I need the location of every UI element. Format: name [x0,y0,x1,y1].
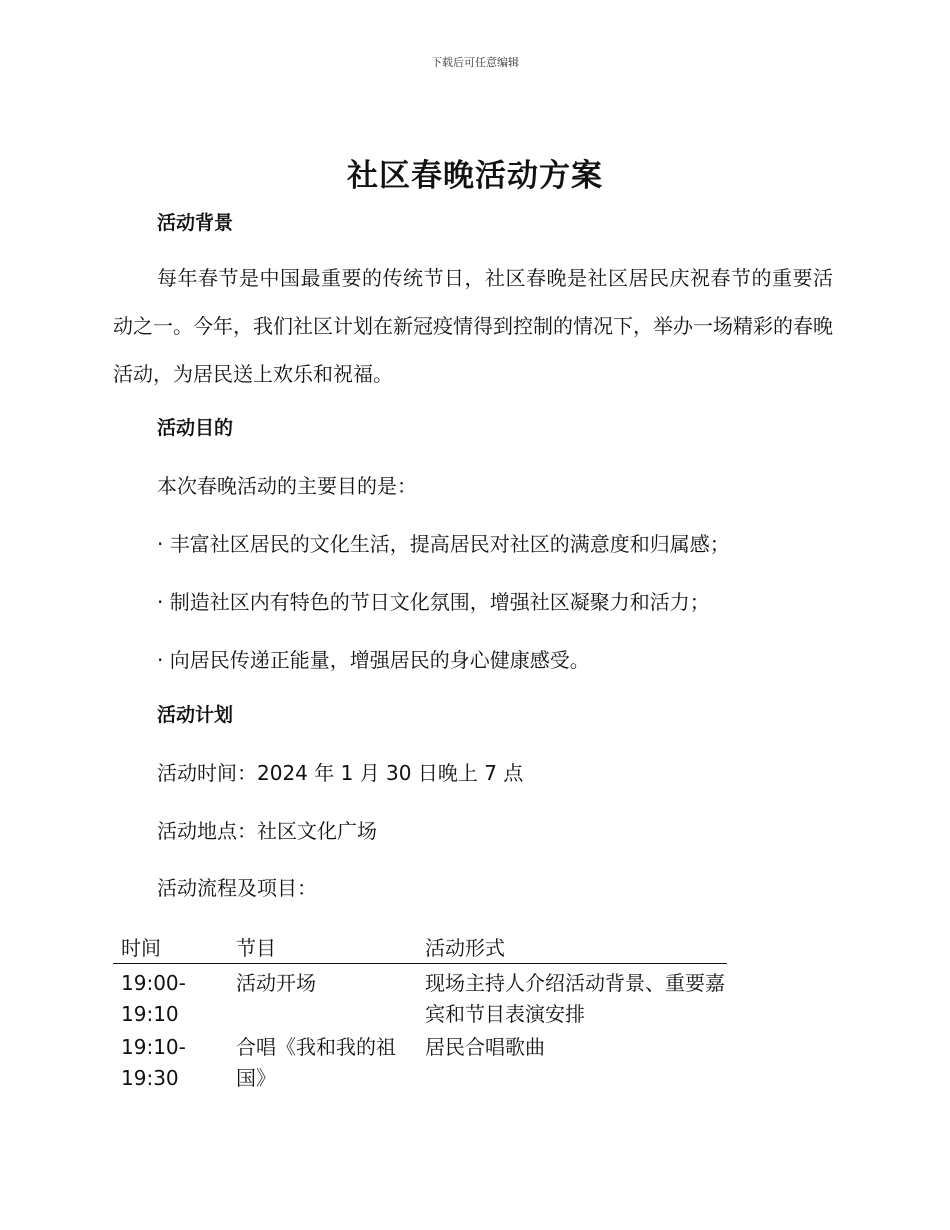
purpose-item: · 制造社区内有特色的节日文化氛围，增强社区凝聚力和活力； [157,590,710,614]
header-note: 下载后可任意编辑 [431,56,519,69]
cell-program: 合唱《我和我的祖国》 [236,1035,396,1090]
table-header-row [113,930,727,964]
column-header-program: 节目 [236,936,276,960]
cell-time: 19:10-19:30 [121,1035,186,1090]
heading-plan: 活动计划 [157,704,234,726]
heading-purpose: 活动目的 [157,417,234,439]
table-row [113,968,727,1030]
plan-location: 活动地点：社区文化广场 [157,819,377,843]
cell-program: 活动开场 [236,971,316,995]
plan-flow-label: 活动流程及项目： [157,876,317,900]
column-header-time: 时间 [121,936,161,960]
background-paragraph: 每年春节是中国最重要的传统节日，社区春晚是社区居民庆祝春节的重要活动之一。今年，我们社区计划在新冠疫情得到控制的情况下，举办一场精彩的春晚活动，为居民送上欢乐和祝福。 [113,266,833,386]
purpose-item: · 向居民传递正能量，增强居民的身心健康感受。 [157,648,590,672]
table-row [113,1032,727,1094]
document-title: 社区春晚活动方案 [347,158,603,194]
plan-time: 活动时间：2024 年 1 月 30 日晚上 7 点 [157,761,524,785]
cell-format: 居民合唱歌曲 [425,1035,545,1059]
purpose-item: · 丰富社区居民的文化生活，提高居民对社区的满意度和归属感； [157,532,730,556]
column-header-format: 活动形式 [425,936,505,960]
purpose-intro: 本次春晚活动的主要目的是： [157,474,417,498]
schedule-table [113,930,727,1094]
heading-background: 活动背景 [157,212,234,234]
cell-format: 现场主持人介绍活动背景、重要嘉宾和节目表演安排 [425,971,725,1026]
cell-time: 19:00-19:10 [121,971,186,1026]
